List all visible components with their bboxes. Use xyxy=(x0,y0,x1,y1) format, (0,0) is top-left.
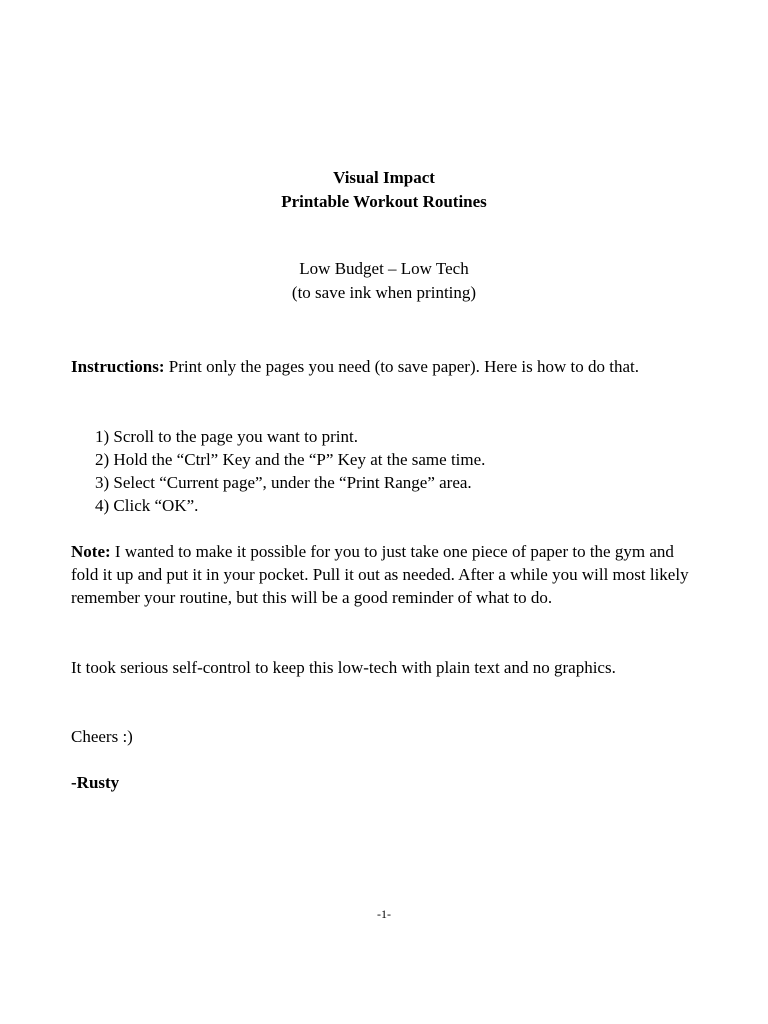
note-label: Note: xyxy=(71,542,111,561)
signature: -Rusty xyxy=(71,773,120,792)
instructions-paragraph xyxy=(71,355,701,378)
instructions-steps-list xyxy=(95,425,725,517)
document-subtitle xyxy=(0,257,768,305)
self-control-paragraph: It took serious self-control to keep this low-tech with plain text and no graphics. xyxy=(71,658,616,677)
subtitle-line-1: Low Budget – Low Tech xyxy=(299,259,469,278)
step-item-4: 4) Click “OK”. xyxy=(95,496,199,515)
note-text: I wanted to make it possible for you to just take one piece of paper to the gym and fold it up and put it in your pocket. Pull it out as needed. After a while you will most likely remember your routine, but this will be a good reminder of what to do. xyxy=(71,542,689,607)
note-paragraph xyxy=(71,540,701,609)
step-item-1: 1) Scroll to the page you want to print. xyxy=(95,427,358,446)
cheers-line: Cheers :) xyxy=(71,727,133,746)
title-line-1: Visual Impact xyxy=(333,168,435,187)
step-item-3: 3) Select “Current page”, under the “Print Range” area. xyxy=(95,473,472,492)
subtitle-line-2: (to save ink when printing) xyxy=(291,283,477,302)
page-number: -1- xyxy=(377,907,391,921)
instructions-text: Print only the pages you need (to save paper). Here is how to do that. xyxy=(164,357,639,376)
title-line-2: Printable Workout Routines xyxy=(281,192,487,211)
document-title xyxy=(0,166,768,214)
step-item-2: 2) Hold the “Ctrl” Key and the “P” Key at the same time. xyxy=(95,450,486,469)
instructions-label: Instructions: xyxy=(71,357,165,376)
